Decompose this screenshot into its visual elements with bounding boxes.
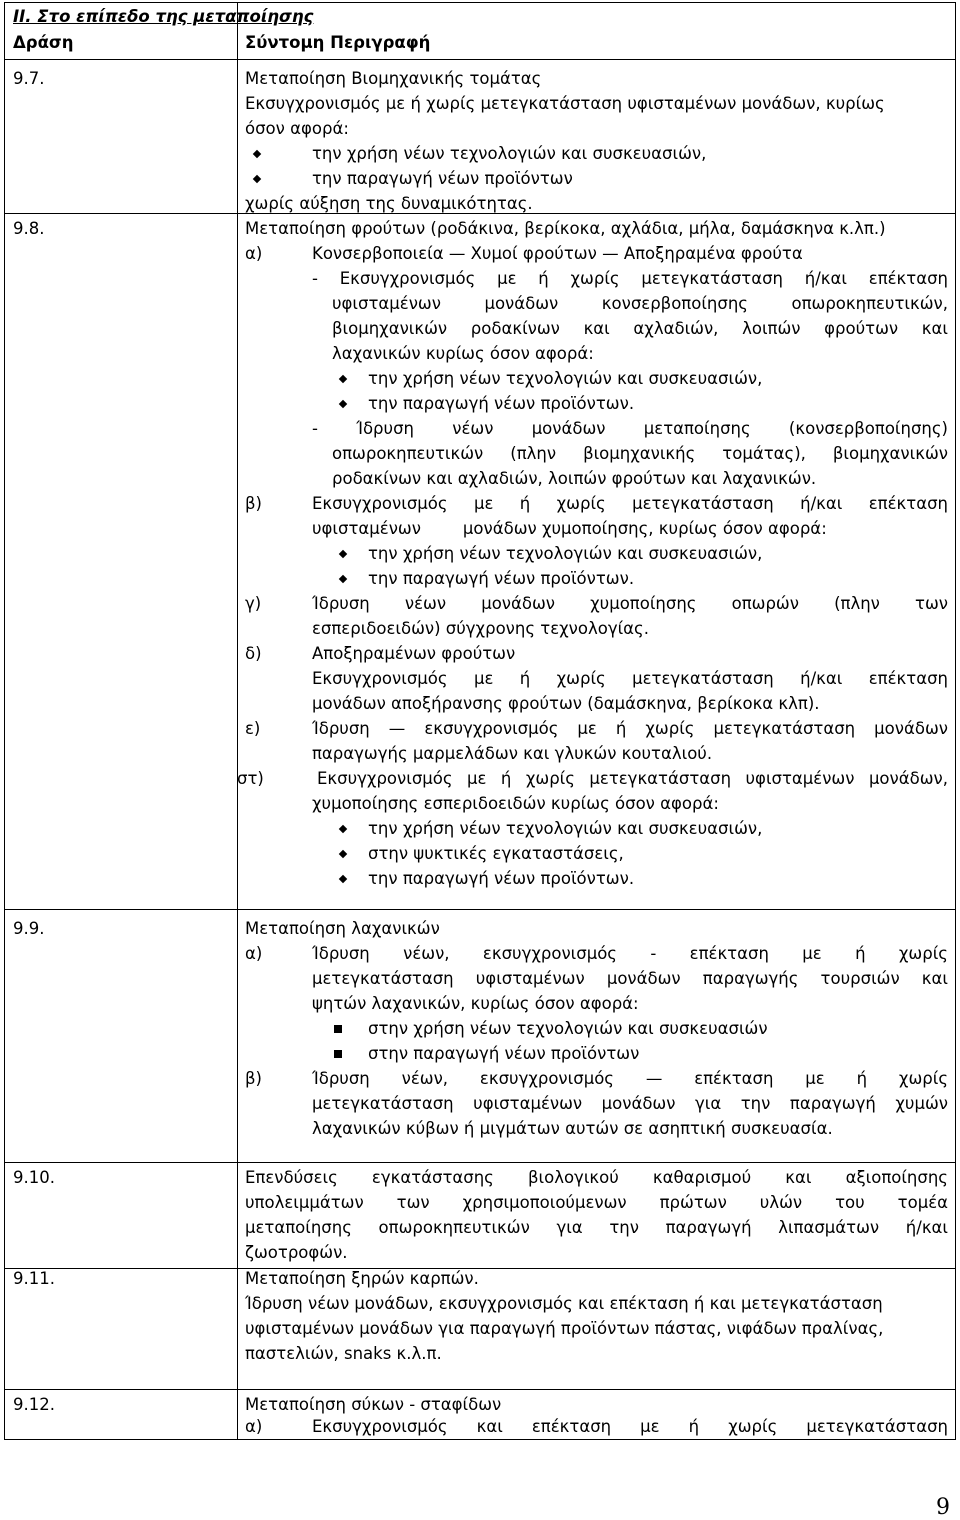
- section-title: II. Στο επίπεδο της μεταποίησης: [13, 7, 314, 26]
- description-line: Εκσυγχρονισμός με ή χωρίς μετεγκατάσταση υφισταμένων μονάδων,: [317, 769, 948, 788]
- action-number: 9.9.: [13, 919, 45, 938]
- square-bullet-icon: [334, 1025, 342, 1033]
- description-line: μετεγκατάσταση υφισταμένων μονάδων παραγωγής τουρσιών και: [312, 969, 948, 988]
- bullet-text: στην χρήση νέων τεχνολογιών και συσκευασιών: [368, 1019, 768, 1038]
- column-divider: [237, 3, 238, 1440]
- item-label: δ): [245, 644, 262, 663]
- item-label: ε): [245, 719, 261, 738]
- bullet-text: την χρήση νέων τεχνολογιών και συσκευασιών,: [368, 819, 763, 838]
- bullet-text: στην ψυκτικές εγκαταστάσεις,: [368, 844, 624, 863]
- description-line: ζωοτροφών.: [245, 1243, 348, 1262]
- description-line: Ίδρυση — εκσυγχρονισμός με ή χωρίς μετεγκατάσταση μονάδων: [312, 719, 948, 738]
- description-line: Επενδύσεις εγκατάστασης βιολογικού καθαρισμού και αξιοποίησης: [245, 1168, 948, 1187]
- description-line: Μεταποίηση σύκων - σταφίδων: [245, 1395, 502, 1414]
- page-number: 9: [936, 1495, 950, 1520]
- action-number: 9.11.: [13, 1269, 55, 1288]
- bullet-text: την παραγωγή νέων προϊόντων.: [368, 569, 635, 588]
- diamond-bullet-icon: [339, 400, 347, 408]
- item-label: α): [245, 244, 263, 263]
- description-line: Κονσερβοποιεία — Χυμοί φρούτων — Αποξηραμένα φρούτα: [312, 244, 803, 263]
- bullet-text: την χρήση νέων τεχνολογιών και συσκευασιών,: [312, 144, 707, 163]
- description-line: Μεταποίηση λαχανικών: [245, 919, 440, 938]
- item-label: β): [245, 494, 262, 513]
- description-line: - Εκσυγχρονισμός με ή χωρίς μετεγκατάσταση ή/και επέκταση: [312, 269, 948, 288]
- description-line: Μεταποίηση φρούτων (ροδάκινα, βερίκοκα, αχλάδια, μήλα, δαμάσκηνα κ.λπ.): [245, 219, 886, 238]
- action-number: 9.8.: [13, 219, 45, 238]
- diamond-bullet-icon: [339, 875, 347, 883]
- bullet-text: την παραγωγή νέων προϊόντων.: [368, 869, 635, 888]
- description-line: Ίδρυση νέων, εκσυγχρονισμός — επέκταση με ή χωρίς: [312, 1069, 948, 1088]
- description-line: χυμοποίησης εσπεριδοειδών κυρίως όσον αφορά:: [312, 794, 719, 813]
- square-bullet-icon: [334, 1050, 342, 1058]
- description-line: λαχανικών κύβων ή μιγμάτων αυτών σε ασηπτική συσκευασία.: [312, 1119, 833, 1138]
- row-divider: [5, 59, 956, 60]
- description-line: υπολειμμάτων των χρησιμοποιούμενων πρώτων υλών του τομέα: [245, 1193, 948, 1212]
- row-divider: [5, 1162, 956, 1163]
- diamond-bullet-icon: [253, 175, 261, 183]
- description-line: μετεγκατάσταση υφισταμένων μονάδων για την παραγωγή χυμών: [312, 1094, 948, 1113]
- diamond-bullet-icon: [339, 550, 347, 558]
- description-line: Μεταποίηση Βιομηχανικής τομάτας: [245, 69, 542, 88]
- row-divider: [5, 909, 956, 910]
- item-label: α): [245, 1417, 263, 1436]
- description-line: οπωροκηπευτικών (πλην βιομηχανικής τομάτας), βιομηχανικών: [332, 444, 948, 463]
- diamond-bullet-icon: [339, 850, 347, 858]
- description-line: λαχανικών κυρίως όσον αφορά:: [332, 344, 594, 363]
- description-line: υφισταμένων μονάδων κονσερβοποίησης οπωροκηπευτικών,: [332, 294, 948, 313]
- action-number: 9.12.: [13, 1395, 55, 1414]
- description-line: ροδακίνων και αχλαδιών, λοιπών φρούτων και λαχανικών.: [332, 469, 817, 488]
- description-line: βιομηχανικών ροδακίνων και αχλαδιών, λοιπών φρούτων και: [332, 319, 948, 338]
- row-divider: [5, 1268, 956, 1269]
- description-line: Ίδρυση νέων μονάδων χυμοποίησης οπωρών (πλην των: [312, 594, 948, 613]
- column-header-description: Σύντομη Περιγραφή: [245, 33, 431, 52]
- description-line: υφισταμένων μονάδων χυμοποίησης, κυρίως όσον αφορά:: [312, 519, 827, 538]
- row-divider: [5, 1389, 956, 1390]
- description-line: όσον αφορά:: [245, 119, 349, 138]
- description-line: ψητών λαχανικών, κυρίως όσον αφορά:: [312, 994, 639, 1013]
- bullet-text: την χρήση νέων τεχνολογιών και συσκευασιών,: [368, 369, 763, 388]
- description-line: Ίδρυση νέων μονάδων, εκσυγχρονισμός και επέκταση ή και μετεγκατάσταση: [245, 1294, 883, 1313]
- description-line: παραγωγής μαρμελάδων και γλυκών κουταλιού.: [312, 744, 713, 763]
- bullet-text: στην παραγωγή νέων προϊόντων: [368, 1044, 640, 1063]
- description-line: χωρίς αύξηση της δυναμικότητας.: [245, 194, 533, 213]
- description-line: - Ίδρυση νέων μονάδων μεταποίησης (κονσερβοποίησης): [312, 419, 948, 438]
- description-line: μεταποίησης οπωροκηπευτικών για την παραγωγή λιπασμάτων ή/και: [245, 1218, 948, 1237]
- item-label: β): [245, 1069, 262, 1088]
- item-label: στ): [237, 769, 264, 788]
- description-line: υφισταμένων μονάδων για παραγωγή προϊόντων πάστας, νιφάδων πραλίνας,: [245, 1319, 884, 1338]
- bullet-text: την παραγωγή νέων προϊόντων: [312, 169, 573, 188]
- description-line: Ίδρυση νέων, εκσυγχρονισμός - επέκταση με ή χωρίς: [312, 944, 948, 963]
- description-line: εσπεριδοειδών) σύγχρονης τεχνολογίας.: [312, 619, 649, 638]
- description-line: Εκσυγχρονισμός με ή χωρίς μετεγκατάσταση υφισταμένων μονάδων, κυρίως: [245, 94, 885, 113]
- action-number: 9.10.: [13, 1168, 55, 1187]
- action-number: 9.7.: [13, 69, 45, 88]
- description-line: μονάδων αποξήρανσης φρούτων (δαμάσκηνα, βερίκοκα κλπ).: [312, 694, 820, 713]
- description-line: Μεταποίηση ξηρών καρπών.: [245, 1269, 479, 1288]
- diamond-bullet-icon: [339, 825, 347, 833]
- description-line: Εκσυγχρονισμός και επέκταση με ή χωρίς μετεγκατάσταση: [312, 1417, 948, 1436]
- item-label: γ): [245, 594, 262, 613]
- diamond-bullet-icon: [253, 150, 261, 158]
- description-line: Εκσυγχρονισμός με ή χωρίς μετεγκατάσταση ή/και επέκταση: [312, 494, 948, 513]
- description-line: Εκσυγχρονισμός με ή χωρίς μετεγκατάσταση ή/και επέκταση: [312, 669, 948, 688]
- description-line: Αποξηραμένων φρούτων: [312, 644, 516, 663]
- document-table: [4, 2, 956, 1440]
- diamond-bullet-icon: [339, 575, 347, 583]
- bullet-text: την χρήση νέων τεχνολογιών και συσκευασιών,: [368, 544, 763, 563]
- bullet-text: την παραγωγή νέων προϊόντων.: [368, 394, 635, 413]
- description-line: παστελιών, snaks κ.λ.π.: [245, 1344, 442, 1363]
- column-header-action: Δράση: [13, 33, 74, 52]
- diamond-bullet-icon: [339, 375, 347, 383]
- item-label: α): [245, 944, 263, 963]
